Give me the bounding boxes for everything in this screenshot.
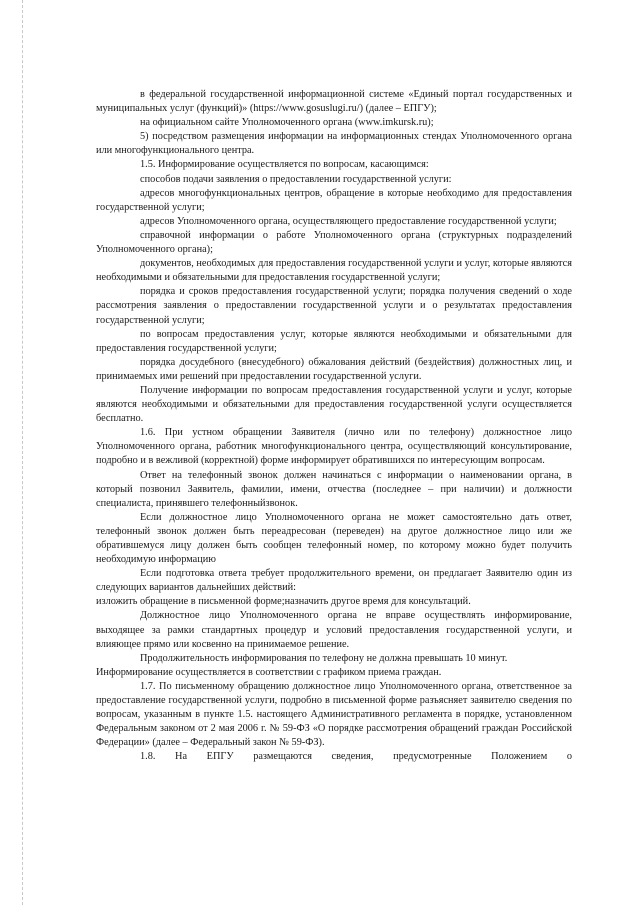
paragraph-epgu: в федеральной государственной информационной системе «Единый портал государственных и муниципальных услуг (функций)» (https://www.gosuslugi.ru/) (далее – ЕПГУ); [96, 89, 572, 115]
paragraph-procedure-terms: порядка и сроков предоставления государственной услуги; порядка получения сведений о ходе рассмотрения заявления о предоставлении государственной услуги и о результатах предоставления государственной услуги; [96, 286, 572, 326]
paragraph-stands: 5) посредством размещения информации на информационных стендах Уполномоченного органа или многофункционального центра. [96, 131, 572, 157]
scan-margin-line [22, 0, 23, 905]
paragraph-schedule: Информирование осуществляется в соответствии с графиком приема граждан. [96, 666, 442, 678]
paragraph-1-7-written-request: 1.7. По письменному обращению должностное лицо Уполномоченного органа, ответственное за предоставление государственной услуги, подробно в письменной форме разъясняет заявителю сведения по вопросам, указанным в пункте 1.5. настоящего Административного регламента в порядке, установленном Федеральным законом от 2 мая 2006 г. № 59-ФЗ «О порядке рассмотрения обращений граждан Российской Федерации» (далее – Федеральный закон № 59-ФЗ). [96, 680, 572, 749]
paragraph-appeal-procedure: порядка досудебного (внесудебного) обжалования действий (бездействия) должностных лиц, и принимаемых ими решений при предоставлении государственной услуги. [96, 356, 572, 382]
paragraph-long-preparation: Если подготовка ответа требует продолжительного времени, он предлагает Заявителю один из следующих вариантов дальнейших действий: [96, 568, 572, 594]
paragraph-official-site: на официальном сайте Уполномоченного органа (www.imkursk.ru); [140, 117, 434, 129]
paragraph-phone-answer: Ответ на телефонный звонок должен начинаться с информации о наименовании органа, в который позвонил Заявитель, фамилии, имени, отчества (последнее – при наличии) и должности специалиста, принявшего телефонныйзвонок. [96, 469, 572, 509]
paragraph-submission-methods: способов подачи заявления о предоставлении государственной услуги: [140, 173, 452, 185]
paragraph-required-services: по вопросам предоставления услуг, которые являются необходимыми и обязательными для предоставления государственной услуги; [96, 328, 572, 354]
paragraph-not-entitled: Должностное лицо Уполномоченного органа не вправе осуществлять информирование, выходящее за рамки стандартных процедур и условий предоставления государственной услуги, и влияющее прямо или косвенно на принимаемое решение. [96, 610, 572, 650]
paragraph-authority-addresses: адресов Уполномоченного органа, осуществляющего предоставление государственной услуги; [140, 215, 557, 227]
paragraph-reference-info: справочной информации о работе Уполномоченного органа (структурных подразделений Уполномоченного органа); [96, 229, 572, 256]
paragraph-free-info: Получение информации по вопросам предоставления государственной услуги и услуг, которые являются необходимыми и обязательными для предоставления государственной услуги осуществляется бесплатно. [96, 384, 572, 425]
paragraph-redirect-call: Если должностное лицо Уполномоченного органа не может самостоятельно дать ответ, телефонный звонок должен быть переадресован (переведен) на другое должностное лицо или же обратившемуся лицу должен быть сообщен телефонный номер, по которому можно будет получить необходимую информацию [96, 511, 572, 566]
paragraph-1-6-oral-request: 1.6. При устном обращении Заявителя (лично или по телефону) должностное лицо Уполномоченного органа, работник многофункционального центра, осуществляющий консультирование, подробно и в вежливой (корректной) форме информирует обратившихся по интересующим вопросам. [96, 427, 572, 467]
paragraph-mfc-addresses: адресов многофункциональных центров, обращение в которые необходимо для предоставления государственной услуги; [96, 187, 572, 213]
paragraph-1-5-heading: 1.5. Информирование осуществляется по вопросам, касающимся: [140, 159, 429, 171]
document-page [96, 88, 572, 765]
paragraph-written-form-option: изложить обращение в письменной форме;назначить другое время для консультаций. [96, 596, 471, 608]
paragraph-documents: документов, необходимых для предоставления государственной услуги и услуг, которые являются необходимыми и обязательными для предоставления государственной услуги; [96, 258, 572, 284]
paragraph-1-8-epgu-info: 1.8. На ЕПГУ размещаются сведения, предусмотренные Положением о [140, 751, 572, 763]
paragraph-duration-limit: Продолжительность информирования по телефону не должна превышать 10 минут. [140, 652, 508, 664]
